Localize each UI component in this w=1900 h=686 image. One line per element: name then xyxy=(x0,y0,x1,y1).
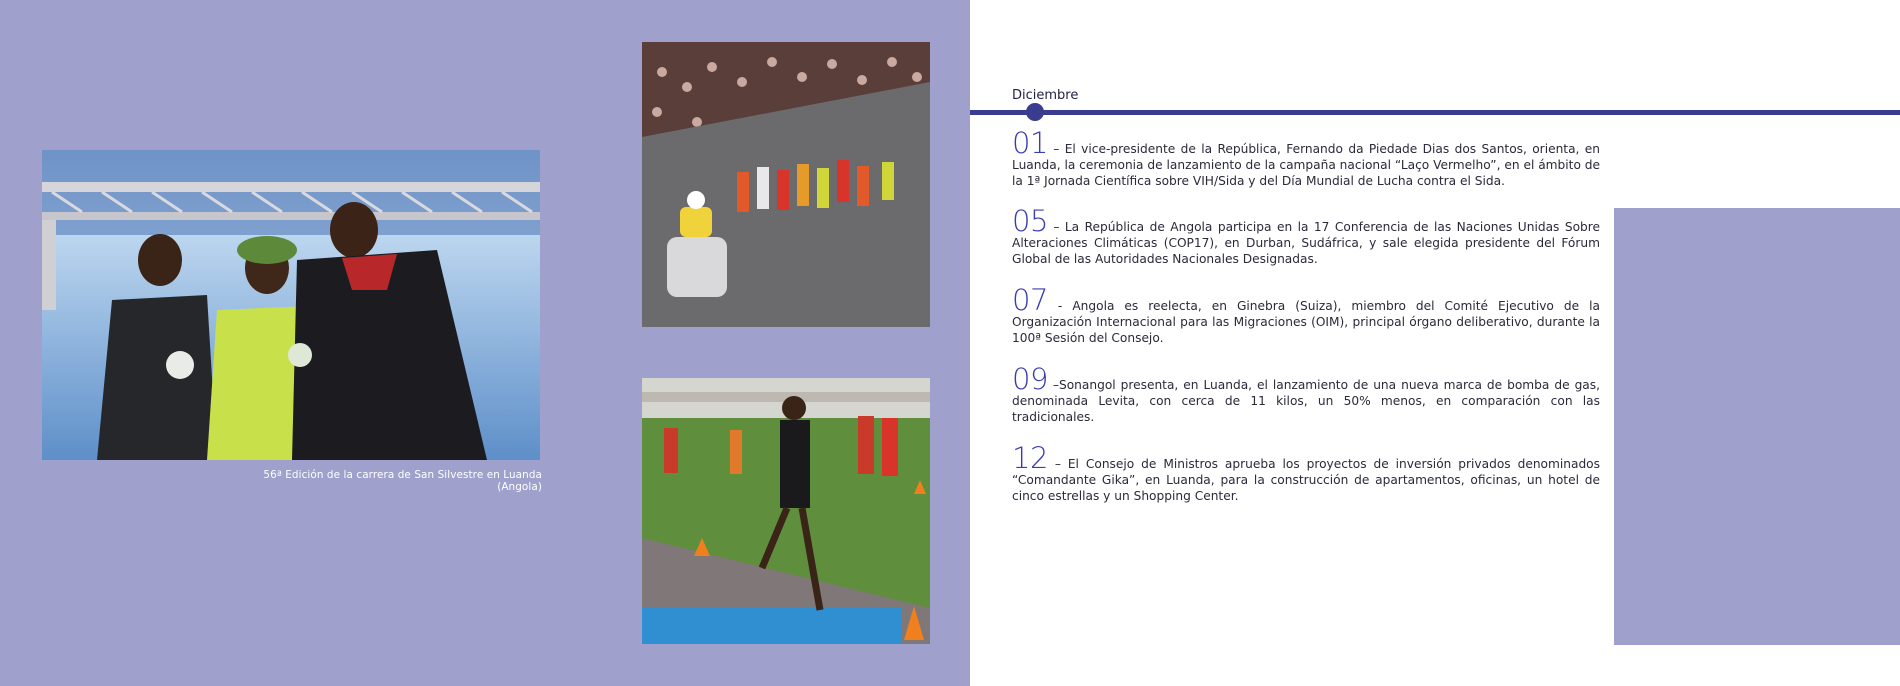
track-runner-photo xyxy=(642,378,930,644)
entry-text: – La República de Angola participa en la 17 Conferencia de las Naciones Unidas Sobre Alteraciones Climáticas (COP17), en Durban, Sudáfrica, y sale elegida presidente del Fórum Global de las Autoridades Nacionales Designadas. xyxy=(1012,220,1600,266)
entry-day: 05 xyxy=(1012,204,1048,238)
entry-day: 01 xyxy=(1012,126,1048,160)
entry-day: 12 xyxy=(1012,441,1048,475)
entry-01 xyxy=(1012,126,1601,190)
entry-text: – El Consejo de Ministros aprueba los proyectos de inversión privados denominados “Comandante Gika”, en Luanda, para la construcción de apartamentos, oficinas, un hotel de cinco estrellas y un Shopping Center. xyxy=(1012,457,1600,503)
timeline-line xyxy=(970,110,1900,115)
entry-day: 07 xyxy=(1012,283,1048,317)
entry-07 xyxy=(1012,283,1600,347)
entry-day: 09 xyxy=(1012,362,1048,396)
month-label: Diciembre xyxy=(1012,88,1079,103)
photo-caption: 56ª Edición de la carrera de San Silvestre en Luanda (Angola) xyxy=(263,469,542,493)
entry-text: - Angola es reelecta, en Ginebra (Suiza), miembro del Comité Ejecutivo de la Organización Internacional para las Migraciones (OIM), principal órgano deliberativo, durante la 100ª Sesión del Consejo. xyxy=(1012,299,1600,345)
entry-09 xyxy=(1012,362,1600,426)
entry-12 xyxy=(1012,441,1600,505)
entry-05 xyxy=(1012,204,1600,268)
timeline-dot xyxy=(1026,103,1044,121)
right-accent-block xyxy=(1614,208,1900,645)
entry-text: –Sonangol presenta, en Luanda, el lanzamiento de una nueva marca de bomba de gas, denominada Levita, con cerca de 11 kilos, un 50% menos, en comparación con las tradicionales. xyxy=(1012,378,1600,424)
entry-text: – El vice-presidente de la República, Fernando da Piedade Dias dos Santos, orienta, en Luanda, la ceremonia de lanzamiento de la campaña nacional “Laço Vermelho”, en el ámbito de la 1ª Jornada Científica sobre VIH/Sida y del Día Mundial de Lucha contra el Sida. xyxy=(1012,142,1601,188)
marathon-road-photo xyxy=(642,42,930,327)
podium-photo xyxy=(42,150,540,460)
